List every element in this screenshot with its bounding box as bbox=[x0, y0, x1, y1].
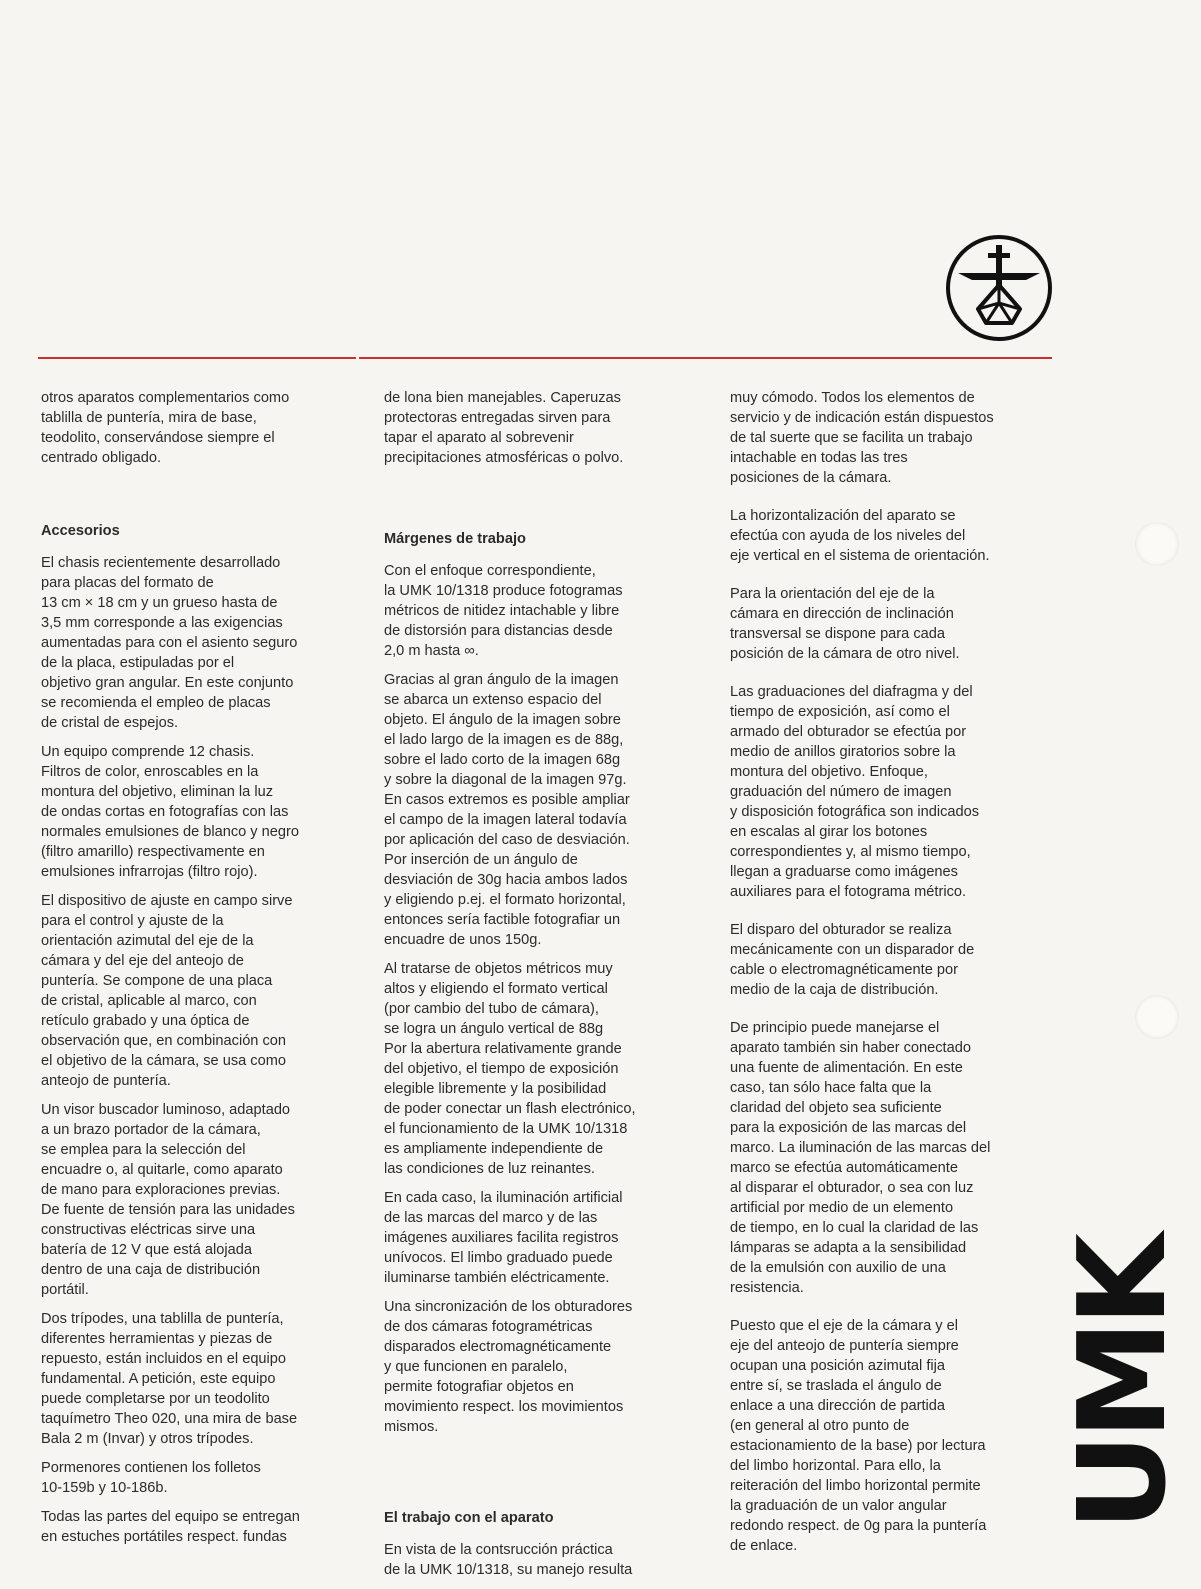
text-column-1 bbox=[41, 388, 376, 1556]
paragraph: Dos trípodes, una tablilla de puntería, diferentes herramientas y piezas de repuesto, están incluidos en el equipo fundamental. A petición, este equipo puede completarse por un teodolito taquímetro Theo 020, una mira de base Bala 2 m (Invar) y otros trípodes. bbox=[41, 1311, 298, 1447]
paragraph: Todas las partes del equipo se entregan en estuches portátiles respect. fundas bbox=[41, 1509, 300, 1545]
paragraph: muy cómodo. Todos los elementos de servicio y de indicación están dispuestos de tal suerte que se facilita un trabajo intachable en todas las tres posiciones de la cámara. bbox=[730, 390, 994, 486]
paragraph: Las graduaciones del diafragma y del tiempo de exposición, así como el armado del obturador se efectúa por medio de anillos giratorios sobre la montura del objetivo. Enfoque, graduación del número de imagen y disposición fotográfica son indicados en escalas al girar los botones correspondientes y, al mismo tiempo, llegan a graduarse como imágenes auxiliares para el fotograma métrico. bbox=[730, 684, 980, 900]
paragraph: En vista de la contsrucción práctica de la UMK 10/1318, su manejo resulta bbox=[384, 1542, 633, 1578]
paragraph: El disparo del obturador se realiza mecánicamente con un disparador de cable o electromagnéticamente por medio de la caja de distribución. bbox=[730, 922, 975, 998]
paragraph: Un visor buscador luminoso, adaptado a un brazo portador de la cámara, se emplea para la selección del encuadre o, al quitarle, como aparato de mano para exploraciones previas. De fuente de tensión para las unidades constructivas eléctricas sirve una batería de 12 V que está alojada dentro de una caja de distribución portátil. bbox=[41, 1102, 295, 1298]
paragraph: Con el enfoque correspondiente, la UMK 10/1318 produce fotogramas métricos de nitidez intachable y libre de distorsión para distancias desde 2,0 m hasta ∞. bbox=[384, 563, 623, 659]
camera-emblem-icon bbox=[944, 233, 1054, 343]
punch-hole bbox=[1135, 995, 1179, 1039]
section-heading-accesorios: Accesorios bbox=[41, 523, 120, 539]
paragraph: otros aparatos complementarios como tablilla de puntería, mira de base, teodolito, conservándose siempre el centrado obligado. bbox=[41, 390, 290, 466]
paragraph: La horizontalización del aparato se efectúa con ayuda de los niveles del eje vertical en el sistema de orientación. bbox=[730, 508, 990, 564]
header-rule-right bbox=[359, 357, 1052, 359]
punch-hole bbox=[1135, 522, 1179, 566]
umk-brand-mark bbox=[1053, 1210, 1193, 1560]
paragraph: El chasis recientemente desarrollado para placas del formato de 13 cm × 18 cm y un grueso hasta de 3,5 mm corresponde a las exigencias aumentadas para con el asiento seguro de la placa, estipuladas por el objetivo gran angular. En este conjunto se recomienda el empleo de placas de cristal de espejos. bbox=[41, 555, 298, 731]
paragraph: de lona bien manejables. Caperuzas protectoras entregadas sirven para tapar el aparato al sobrevenir precipitaciones atmosféricas o polvo. bbox=[384, 390, 624, 466]
paragraph: El dispositivo de ajuste en campo sirve para el control y ajuste de la orientación azimutal del eje de la cámara y del eje del anteojo de puntería. Se compone de una placa de cristal, aplicable al marco, con retículo grabado y una óptica de observación que, en combinación con el objetivo de la cámara, se usa como anteojo de puntería. bbox=[41, 893, 293, 1089]
text-column-3 bbox=[730, 388, 1065, 1565]
paragraph: Una sincronización de los obturadores de dos cámaras fotogramétricas disparados electromagnéticamente y que funcionen en paralelo, permite fotografiar objetos en movimiento respect. los movimientos mismos. bbox=[384, 1299, 633, 1435]
section-heading-margenes: Márgenes de trabajo bbox=[384, 531, 526, 547]
paragraph: Puesto que el eje de la cámara y el eje del anteojo de puntería siempre ocupan una posición azimutal fija entre sí, se traslada el ángulo de enlace a una dirección de partida (en general al otro punto de estacionamiento de la base) por lectura del limbo horizontal. Para ello, la reiteración del limbo horizontal permite la graduación de un valor angular redondo respect. de 0g para la puntería de enlace. bbox=[730, 1318, 987, 1554]
header-rule-left bbox=[38, 357, 356, 359]
brand-text: UMK bbox=[1053, 1239, 1193, 1531]
paragraph: Pormenores contienen los folletos 10-159b y 10-186b. bbox=[41, 1460, 261, 1496]
section-heading-trabajo: El trabajo con el aparato bbox=[384, 1510, 554, 1526]
text-column-2 bbox=[384, 388, 719, 1589]
paragraph: Gracias al gran ángulo de la imagen se abarca un extenso espacio del objeto. El ángulo de la imagen sobre el lado largo de la imagen es de 88g, sobre el lado corto de la imagen 68g y sobre la diagonal de la imagen 97g. En casos extremos es posible ampliar el campo de la imagen lateral todavía por aplicación del caso de desviación. Por inserción de un ángulo de desviación de 30g hacia ambos lados y eligiendo p.ej. el formato horizontal, entonces sería factible fotografiar un encuadre de unos 150g. bbox=[384, 672, 630, 948]
paragraph: Un equipo comprende 12 chasis. Filtros de color, enroscables en la montura del objetivo, eliminan la luz de ondas cortas en fotografías con las normales emulsiones de blanco y negro (filtro amarillo) respectivamente en emulsiones infrarrojas (filtro rojo). bbox=[41, 744, 299, 880]
paragraph: En cada caso, la iluminación artificial de las marcas del marco y de las imágenes auxiliares facilita registros unívocos. El limbo graduado puede iluminarse también eléctricamente. bbox=[384, 1190, 623, 1286]
paragraph: De principio puede manejarse el aparato también sin haber conectado una fuente de alimentación. En este caso, tan sólo hace falta que la claridad del objeto sea suficiente para la exposición de las marcas del marco. La iluminación de las marcas del marco se efectúa automáticamente al disparar el obturador, o sea con luz artificial por medio de un elemento de tiempo, en lo cual la claridad de las lámparas se adapta a la sensibilidad de la emulsión con auxilio de una resistencia. bbox=[730, 1020, 991, 1296]
paragraph: Para la orientación del eje de la cámara en dirección de inclinación transversal se dispone para cada posición de la cámara de otro nivel. bbox=[730, 586, 960, 662]
paragraph: Al tratarse de objetos métricos muy altos y eligiendo el formato vertical (por cambio del tubo de cámara), se logra un ángulo vertical de 88g Por la abertura relativamente grande del objetivo, el tiempo de exposición elegible libremente y la posibilidad de poder conectar un flash electrónico, el funcionamiento de la UMK 10/1318 es ampliamente independiente de las condiciones de luz reinantes. bbox=[384, 961, 636, 1177]
